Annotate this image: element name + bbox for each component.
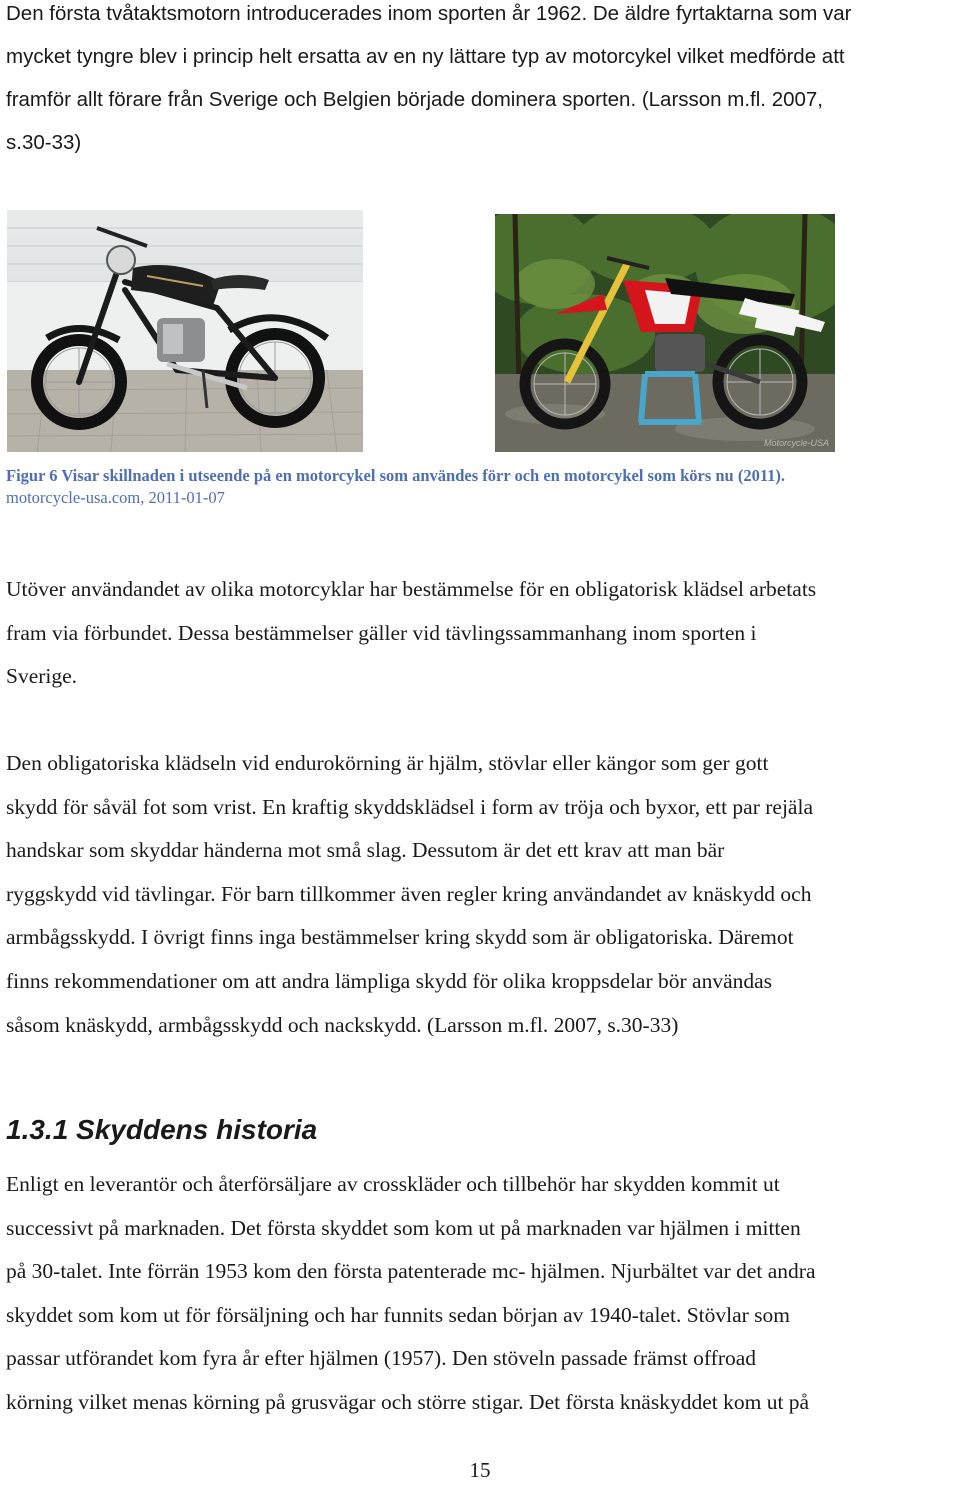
paragraph-clothing-rules (6, 568, 956, 699)
watermark-text: Motorcycle-USA (763, 438, 829, 448)
text-line: handskar som skyddar händerna mot små slag. Dessutom är det ett krav att man bär (6, 838, 725, 863)
text-line: framför allt förare från Sverige och Belgien började dominera sporten. (Larsson m.fl. 2007, (6, 88, 823, 111)
text-line: Enligt en leverantör och återförsäljare av crosskläder och tillbehör har skydden kommit ut (6, 1172, 780, 1196)
text-line: körning vilket menas körning på grusvägar och större stigar. Det första knäskyddet kom ut på (6, 1389, 810, 1414)
modern-motorcycle-photo (495, 214, 835, 452)
text-line: mycket tyngre blev i princip helt ersatta av en ny lättare typ av motorcykel vilket medförde att (6, 45, 845, 68)
paragraph-protection-history (6, 1163, 956, 1425)
text-line: Sverige. (6, 664, 78, 689)
text-line: Utöver användandet av olika motorcyklar har bestämmelse för en obligatorisk klädsel arbetats (6, 577, 817, 601)
text-line: finns rekommendationer om att andra lämpliga skydd för olika kroppsdelar bör användas (6, 968, 773, 993)
text-line: armbågsskydd. I övrigt finns inga bestämmelser kring skydd som är obligatoriska. Däremot (6, 925, 794, 950)
paragraph-intro (6, 0, 956, 164)
caption-source: motorcycle-usa.com, 2011-01-07 (6, 488, 225, 507)
old-motorcycle-photo (7, 210, 363, 452)
text-line: fram via förbundet. Dessa bestämmelser gäller vid tävlingssammanhang inom sporten i (6, 620, 757, 645)
text-line: på 30-talet. Inte förrän 1953 kom den första patenterade mc- hjälmen. Njurbältet var det andra (6, 1259, 816, 1284)
text-line: Den första tvåtaktsmotorn introducerades inom sporten år 1962. De äldre fyrtaktarna som var (6, 2, 852, 25)
text-line: successivt på marknaden. Det första skyddet som kom ut på marknaden var hjälmen i mitten (6, 1215, 801, 1240)
paragraph-mandatory-gear (6, 742, 956, 1047)
text-line: passar utförandet kom fyra år efter hjälmen (1957). Den stöveln passade främst offroad (6, 1346, 757, 1371)
page-number: 15 (469, 1458, 491, 1482)
text-line: skydd för såväl fot som vrist. En kraftig skyddsklädsel i form av tröja och byxor, ett par rejäla (6, 794, 813, 819)
text-line: ryggskydd vid tävlingar. För barn tillkommer även regler kring användandet av knäskydd och (6, 881, 812, 906)
section-heading: 1.3.1 Skyddens historia (6, 1114, 318, 1145)
text-line: såsom knäskydd, armbågsskydd och nackskydd. (Larsson m.fl. 2007, s.30-33) (6, 1012, 679, 1037)
caption-title: Figur 6 Visar skillnaden i utseende på en motorcykel som användes förr och en motorcykel som körs nu (2011). (6, 466, 786, 485)
figure (0, 210, 960, 460)
figure-caption (6, 465, 785, 509)
text-line: Den obligatoriska klädseln vid endurokörning är hjälm, stövlar eller kängor som ger gott (6, 751, 769, 775)
text-line: s.30-33) (6, 131, 82, 154)
text-line: skyddet som kom ut för försäljning och har funnits sedan början av 1940-talet. Stövlar som (6, 1302, 791, 1327)
